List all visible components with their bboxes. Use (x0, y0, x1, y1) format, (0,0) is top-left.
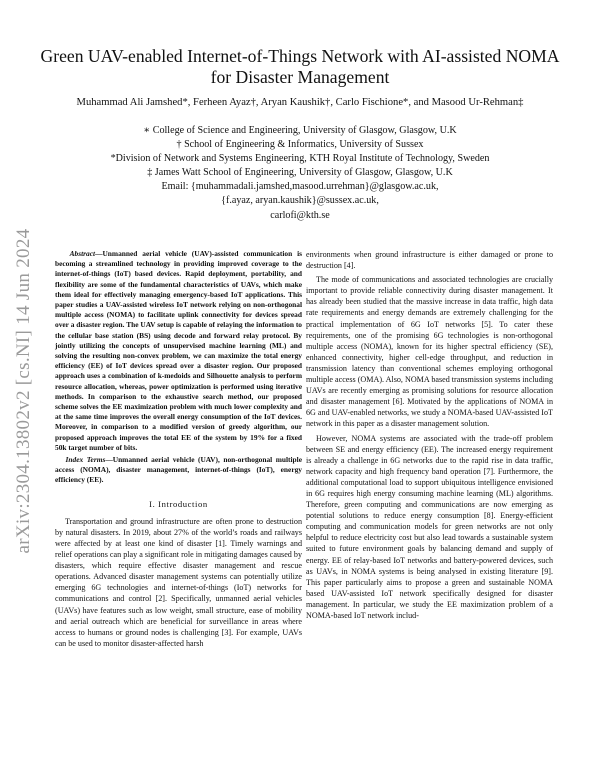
email-line: carlofi@kth.se (270, 209, 330, 221)
body-paragraph: However, NOMA systems are associated with the trade-off problem between SE and energy efficiency (EE). The increased energy requirement is already a challenge in 6G networks due to the rapid rise in data traffic, network capacity and high frequency band operation [7]. Furthermore, the additional computational load to support ubiquitous intelligence envisioned in 6G requires high energy consuming machine learning (ML) algorithms. Therefore, green computing and communications are now emerging as potential solutions to reduce energy consumption [8]. Energy-efficient computing and communication models for green networks are not only helpful to reduce electricity cost but also lead towards a sustainable system suited to future environment goals by balancing demand and supply of energy. EE of relay-based IoT networks and battery-powered devices, such as UAVs, in NOMA systems is being analysed in existing literature [9]. This paper particularly aims to propose a green and sustainable NOMA based UAV-assisted IoT network specifically designed for disaster management. In particular, we study the EE maximization problem of a NOMA-based IoT network includ- (306, 433, 553, 620)
affiliation-line: ‡ James Watt School of Engineering, University of Glasgow, Glasgow, U.K (147, 167, 453, 179)
body-paragraph: environments when ground infrastructure is either damaged or prone to destruction [4]. (306, 250, 553, 271)
abstract-lead: Abstract (69, 249, 96, 258)
affiliations (40, 124, 560, 223)
author-list: Muhammad Ali Jamshed*, Ferheen Ayaz†, Aryan Kaushik†, Carlo Fischione*, and Masood Ur-Rehman‡ (76, 97, 524, 108)
index-terms (55, 455, 302, 486)
body-paragraph: The mode of communications and associated technologies are crucially important to provide reliable connectivity during disaster management. It has already been studied that the massive increase in data traffic, high data rate requirements and energy demands are extremely challenging for the practical implementation of 6G IoT networks [5]. To cater these requirements, one of the promising 6G technologies is non-orthogonal multiple access (NOMA), known for its higher spectral efficiency (SE), enhanced connectivity, higher cell-edge throughput, and reduction in transmission latency than conventional schemes employing orthogonal multiple access (OMA). Also, NOMA based transmission systems including UAVs are recently emerging as promising solutions for resource allocation and disaster management [6]. Motivated by the applications of NOMA in 6G and UAV-enabled networks, we study a NOMA-based UAV-assisted IoT network in this paper as a disaster management solution. (306, 275, 553, 429)
left-column (55, 249, 302, 649)
affiliation-line: *Division of Network and Systems Engineering, KTH Royal Institute of Technology, Sweden (110, 153, 490, 165)
body-paragraph: Transportation and ground infrastructure are often prone to destruction by natural disasters. In 2019, about 27% of the world’s roads and railways were affected by at least one kind of disaster [1]. Timely warnings and relief operations can play a significant role in mitigating damages caused by disasters, which require effective disaster management and rescue operations. Advanced disaster management systems can potentially utilize emerging 6G technologies and internet-of-things (IoT) networks for communications and control [2]. Specifically, unmanned aerial vehicles (UAVs) have features such as low weight, small structure, ease of mobility and aerial outreach which are beneficial for surveillance in areas where access to humans or ground nodes is challenging [3]. For example, UAVs can be used to monitor disaster-affected harsh (55, 516, 302, 648)
abstract (55, 249, 302, 453)
section-heading-introduction: I. Introduction (149, 498, 208, 509)
index-terms-lead: Index Terms (65, 455, 106, 465)
affiliation-line: † School of Engineering & Informatics, University of Sussex (176, 139, 424, 151)
arxiv-stamp: arXiv:2304.13802v2 [cs.NI] 14 Jun 2024 (13, 228, 34, 554)
affiliation-line: ∗ College of Science and Engineering, University of Glasgow, Glasgow, U.K (143, 125, 457, 136)
paper-title: Green UAV-enabled Internet-of-Things Network with AI-assisted NOMA for Disaster Management (40, 46, 560, 87)
email-line: Email: {muhammadali.jamshed,masood.urrehman}@glasgow.ac.uk, (161, 181, 439, 193)
index-terms-text: —Unmanned aerial vehicle (UAV), non-orthogonal multiple access (NOMA), disaster management, internet-of-things (IoT), energy efficiency (EE). (55, 455, 303, 485)
abstract-text: —Unmanned aerial vehicle (UAV)-assisted communication is becoming a streamlined technology in providing improved coverage to the internet-of-things (IoT) based devices. Rapid deployment, portability, and flexibility are some of the fundamental characteristics of UAVs, which make them ideal for effectively managing emergency-based IoT applications. This paper studies a UAV-assisted wireless IoT network relying on non-orthogonal multiple access (NOMA) to facilitate uplink connectivity for devices spread over a disaster region. The UAV setup is capable of relaying the information to the cellular base station (BS) using decode and forward relay protocol. By jointly utilizing the concepts of unsupervised machine learning (ML) and solving the resulting non-convex problem, we can maximize the total energy efficiency (EE) of IoT devices spread over a disaster region. Our proposed approach uses a combination of k-medoids and Silhouette analysis to perform resource allocation, whereas, power optimization is performed using iterative methods. In comparison to the exhaustive search method, our proposed scheme solves the EE maximization problem with much lower complexity and at the same time improves the overall energy consumption of the IoT devices. Moreover, in comparison to a modified version of greedy algorithm, our proposed approach improves the total EE of the system by 19% for a fixed 50k target number of bits. (55, 249, 302, 452)
email-line: {f.ayaz, aryan.kaushik}@sussex.ac.uk, (221, 195, 379, 207)
right-column (306, 249, 553, 621)
